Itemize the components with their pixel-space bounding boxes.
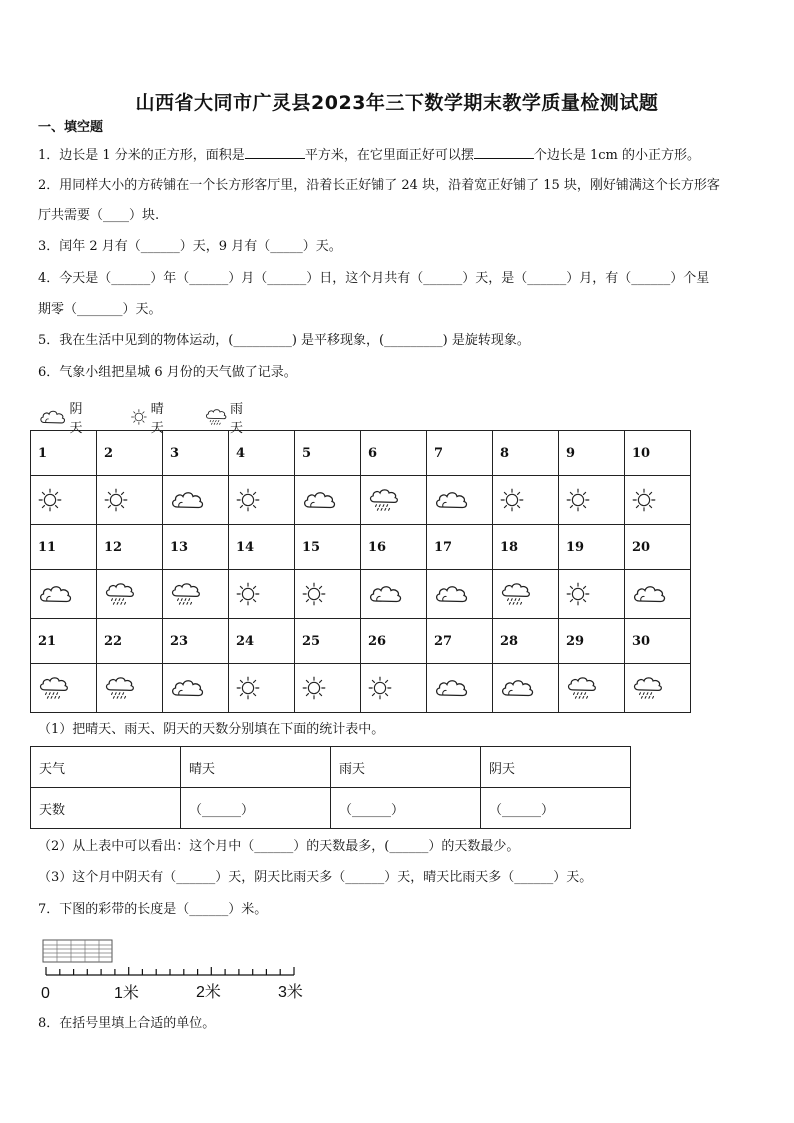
day-number: 24 bbox=[236, 633, 255, 649]
day-cell bbox=[229, 431, 295, 476]
weather-day-row bbox=[31, 431, 691, 476]
sunny-icon bbox=[367, 675, 393, 701]
day-number: 11 bbox=[38, 539, 57, 555]
weather-cell bbox=[493, 664, 559, 713]
day-number: 21 bbox=[38, 633, 57, 649]
question-6-part-1: （1）把晴天、雨天、阴天的天数分别填在下面的统计表中。 bbox=[38, 722, 385, 737]
q1-text-a: 1．边长是 1 分米的正方形，面积是 bbox=[38, 148, 245, 163]
day-cell bbox=[361, 431, 427, 476]
day-cell bbox=[295, 619, 361, 664]
day-cell bbox=[31, 525, 97, 570]
day-cell bbox=[163, 525, 229, 570]
legend-cloudy-label: 阴天 bbox=[69, 402, 83, 436]
ruler-label-3m: 3米 bbox=[278, 984, 303, 1001]
day-number: 18 bbox=[500, 539, 519, 555]
day-cell bbox=[229, 525, 295, 570]
day-cell bbox=[361, 525, 427, 570]
weather-cell bbox=[97, 570, 163, 619]
day-number: 4 bbox=[236, 445, 246, 461]
day-number: 3 bbox=[170, 445, 180, 461]
question-2-line-2: 厅共需要（____）块. bbox=[38, 208, 160, 223]
rainy-icon bbox=[103, 674, 135, 702]
weather-cell bbox=[97, 476, 163, 525]
day-number: 16 bbox=[368, 539, 387, 555]
rainy-icon bbox=[499, 580, 531, 608]
cloudy-icon bbox=[301, 488, 337, 512]
weather-cell bbox=[361, 476, 427, 525]
day-cell bbox=[163, 619, 229, 664]
stats-cell: 晴天 bbox=[181, 747, 331, 788]
stats-count-row bbox=[31, 788, 631, 829]
day-number: 7 bbox=[434, 445, 444, 461]
cloudy-icon bbox=[499, 676, 535, 700]
weather-cell bbox=[163, 570, 229, 619]
sunny-icon bbox=[37, 487, 63, 513]
weather-cell bbox=[559, 570, 625, 619]
day-cell bbox=[97, 619, 163, 664]
day-number: 15 bbox=[302, 539, 321, 555]
q1-text-b: 平方米，在它里面正好可以摆 bbox=[304, 148, 474, 163]
day-number: 13 bbox=[170, 539, 189, 555]
sunny-icon bbox=[235, 675, 261, 701]
rainy-icon bbox=[103, 580, 135, 608]
day-number: 26 bbox=[368, 633, 387, 649]
stats-cell: 天数 bbox=[31, 788, 181, 829]
day-cell bbox=[361, 619, 427, 664]
day-number: 1 bbox=[38, 445, 48, 461]
q1-blank-2[interactable] bbox=[474, 146, 534, 159]
cloudy-icon bbox=[38, 406, 66, 428]
day-cell bbox=[559, 431, 625, 476]
cloudy-icon bbox=[433, 488, 469, 512]
day-cell bbox=[625, 431, 691, 476]
weather-cell bbox=[427, 664, 493, 713]
weather-cell bbox=[31, 476, 97, 525]
day-cell bbox=[625, 525, 691, 570]
day-number: 30 bbox=[632, 633, 651, 649]
day-number: 28 bbox=[500, 633, 519, 649]
day-cell bbox=[559, 619, 625, 664]
ruler-label-1m: 1米 bbox=[114, 985, 139, 1002]
weather-cell bbox=[163, 476, 229, 525]
weather-icon-row bbox=[31, 570, 691, 619]
ruler-scale bbox=[46, 967, 294, 975]
day-number: 19 bbox=[566, 539, 585, 555]
stats-answer-sunny[interactable]: （______） bbox=[181, 788, 331, 829]
day-cell bbox=[97, 431, 163, 476]
weather-cell bbox=[229, 570, 295, 619]
day-cell bbox=[427, 619, 493, 664]
stats-cell: 雨天 bbox=[331, 747, 481, 788]
day-number: 10 bbox=[632, 445, 651, 461]
day-cell bbox=[493, 619, 559, 664]
question-1 bbox=[38, 146, 700, 164]
question-7: 7．下图的彩带的长度是（______）米。 bbox=[38, 902, 268, 917]
question-5: 5．我在生活中见到的物体运动，(_________) 是平移现象，(_________) 是旋转现象。 bbox=[38, 333, 530, 348]
question-6-part-2: （2）从上表中可以看出：这个月中（______）的天数最多，(______）的天数最少。 bbox=[38, 839, 520, 854]
weather-cell bbox=[31, 570, 97, 619]
day-number: 12 bbox=[104, 539, 123, 555]
question-6-part-3: （3）这个月中阴天有（______）天，阴天比雨天多（______）天，晴天比雨天多（______）天。 bbox=[38, 870, 593, 885]
day-cell bbox=[427, 431, 493, 476]
question-4-line-1: 4．今天是（______）年（______）月（______）日，这个月共有（______）天，是（______）月，有（______）个星 bbox=[38, 271, 710, 286]
q1-text-c: 个边长是 1cm 的小正方形。 bbox=[533, 148, 700, 163]
day-cell bbox=[295, 525, 361, 570]
day-number: 25 bbox=[302, 633, 321, 649]
day-number: 9 bbox=[566, 445, 576, 461]
sunny-icon bbox=[235, 581, 261, 607]
section-heading: 一、填空题 bbox=[38, 120, 104, 135]
weather-cell bbox=[625, 664, 691, 713]
cloudy-icon bbox=[433, 676, 469, 700]
rainy-icon bbox=[169, 580, 201, 608]
day-number: 2 bbox=[104, 445, 114, 461]
page-title: 山西省大同市广灵县2023年三下数学期末教学质量检测试题 bbox=[135, 92, 659, 114]
weather-day-row bbox=[31, 525, 691, 570]
stats-cell: 天气 bbox=[31, 747, 181, 788]
weather-cell bbox=[229, 664, 295, 713]
cloudy-icon bbox=[433, 582, 469, 606]
sunny-icon bbox=[301, 675, 327, 701]
stats-header-row bbox=[31, 747, 631, 788]
day-cell bbox=[625, 619, 691, 664]
question-6: 6．气象小组把星城 6 月份的天气做了记录。 bbox=[38, 365, 297, 380]
day-cell bbox=[493, 431, 559, 476]
day-number: 29 bbox=[566, 633, 585, 649]
rainy-icon bbox=[367, 486, 399, 514]
weather-cell bbox=[427, 570, 493, 619]
day-number: 17 bbox=[434, 539, 453, 555]
ruler-label-2m: 2米 bbox=[196, 984, 221, 1001]
weather-cell bbox=[625, 570, 691, 619]
day-number: 22 bbox=[104, 633, 123, 649]
ribbon bbox=[43, 940, 112, 962]
sunny-icon bbox=[499, 487, 525, 513]
weather-cell bbox=[625, 476, 691, 525]
day-cell bbox=[427, 525, 493, 570]
day-cell bbox=[295, 431, 361, 476]
sunny-icon bbox=[235, 487, 261, 513]
sunny-icon bbox=[301, 581, 327, 607]
weather-cell bbox=[361, 570, 427, 619]
sunny-icon bbox=[631, 487, 657, 513]
day-cell bbox=[163, 431, 229, 476]
sunny-icon bbox=[565, 581, 591, 607]
cloudy-icon bbox=[169, 676, 205, 700]
weather-cell bbox=[295, 570, 361, 619]
day-cell bbox=[97, 525, 163, 570]
day-number: 20 bbox=[632, 539, 651, 555]
weather-day-row bbox=[31, 619, 691, 664]
ruler-label-0: 0 bbox=[41, 985, 50, 1002]
weather-cell bbox=[361, 664, 427, 713]
cloudy-icon bbox=[37, 582, 73, 606]
stats-cell: 阴天 bbox=[481, 747, 631, 788]
ribbon-ruler-figure bbox=[38, 935, 308, 1007]
day-number: 27 bbox=[434, 633, 453, 649]
weather-record-table bbox=[30, 430, 691, 713]
day-cell bbox=[493, 525, 559, 570]
weather-icon-row bbox=[31, 664, 691, 713]
day-number: 23 bbox=[170, 633, 189, 649]
rainy-icon bbox=[631, 674, 663, 702]
legend-rainy-label: 雨天 bbox=[230, 402, 244, 436]
weather-cell bbox=[559, 664, 625, 713]
weather-cell bbox=[427, 476, 493, 525]
weather-stats-table bbox=[30, 746, 631, 829]
question-2-line-1: 2．用同样大小的方砖铺在一个长方形客厅里，沿着长正好铺了 24 块，沿着宽正好铺了 15 块，刚好铺满这个长方形客 bbox=[38, 178, 720, 193]
rainy-icon bbox=[565, 674, 597, 702]
cloudy-icon bbox=[169, 488, 205, 512]
weather-cell bbox=[295, 476, 361, 525]
day-number: 14 bbox=[236, 539, 255, 555]
stats-answer-rainy[interactable]: （______） bbox=[331, 788, 481, 829]
question-8: 8．在括号里填上合适的单位。 bbox=[38, 1016, 216, 1031]
weather-cell bbox=[493, 476, 559, 525]
rainy-icon bbox=[204, 404, 227, 430]
weather-cell bbox=[31, 664, 97, 713]
weather-cell bbox=[295, 664, 361, 713]
question-3: 3．闰年 2 月有（______）天，9 月有（_____）天。 bbox=[38, 239, 342, 254]
day-cell bbox=[31, 619, 97, 664]
weather-icon-row bbox=[31, 476, 691, 525]
cloudy-icon bbox=[631, 582, 667, 606]
day-number: 6 bbox=[368, 445, 378, 461]
weather-cell bbox=[493, 570, 559, 619]
q1-blank-1[interactable] bbox=[245, 146, 305, 159]
rainy-icon bbox=[37, 674, 69, 702]
sunny-icon bbox=[565, 487, 591, 513]
day-number: 8 bbox=[500, 445, 510, 461]
question-4-line-2: 期零（_______）天。 bbox=[38, 302, 162, 317]
sunny-icon bbox=[130, 405, 148, 429]
weather-cell bbox=[97, 664, 163, 713]
day-cell bbox=[229, 619, 295, 664]
day-cell bbox=[31, 431, 97, 476]
sunny-icon bbox=[103, 487, 129, 513]
weather-cell bbox=[559, 476, 625, 525]
stats-answer-cloudy[interactable]: （______） bbox=[481, 788, 631, 829]
day-cell bbox=[559, 525, 625, 570]
cloudy-icon bbox=[367, 582, 403, 606]
day-number: 5 bbox=[302, 445, 312, 461]
weather-cell bbox=[229, 476, 295, 525]
weather-cell bbox=[163, 664, 229, 713]
legend-sunny-label: 晴天 bbox=[150, 402, 164, 436]
